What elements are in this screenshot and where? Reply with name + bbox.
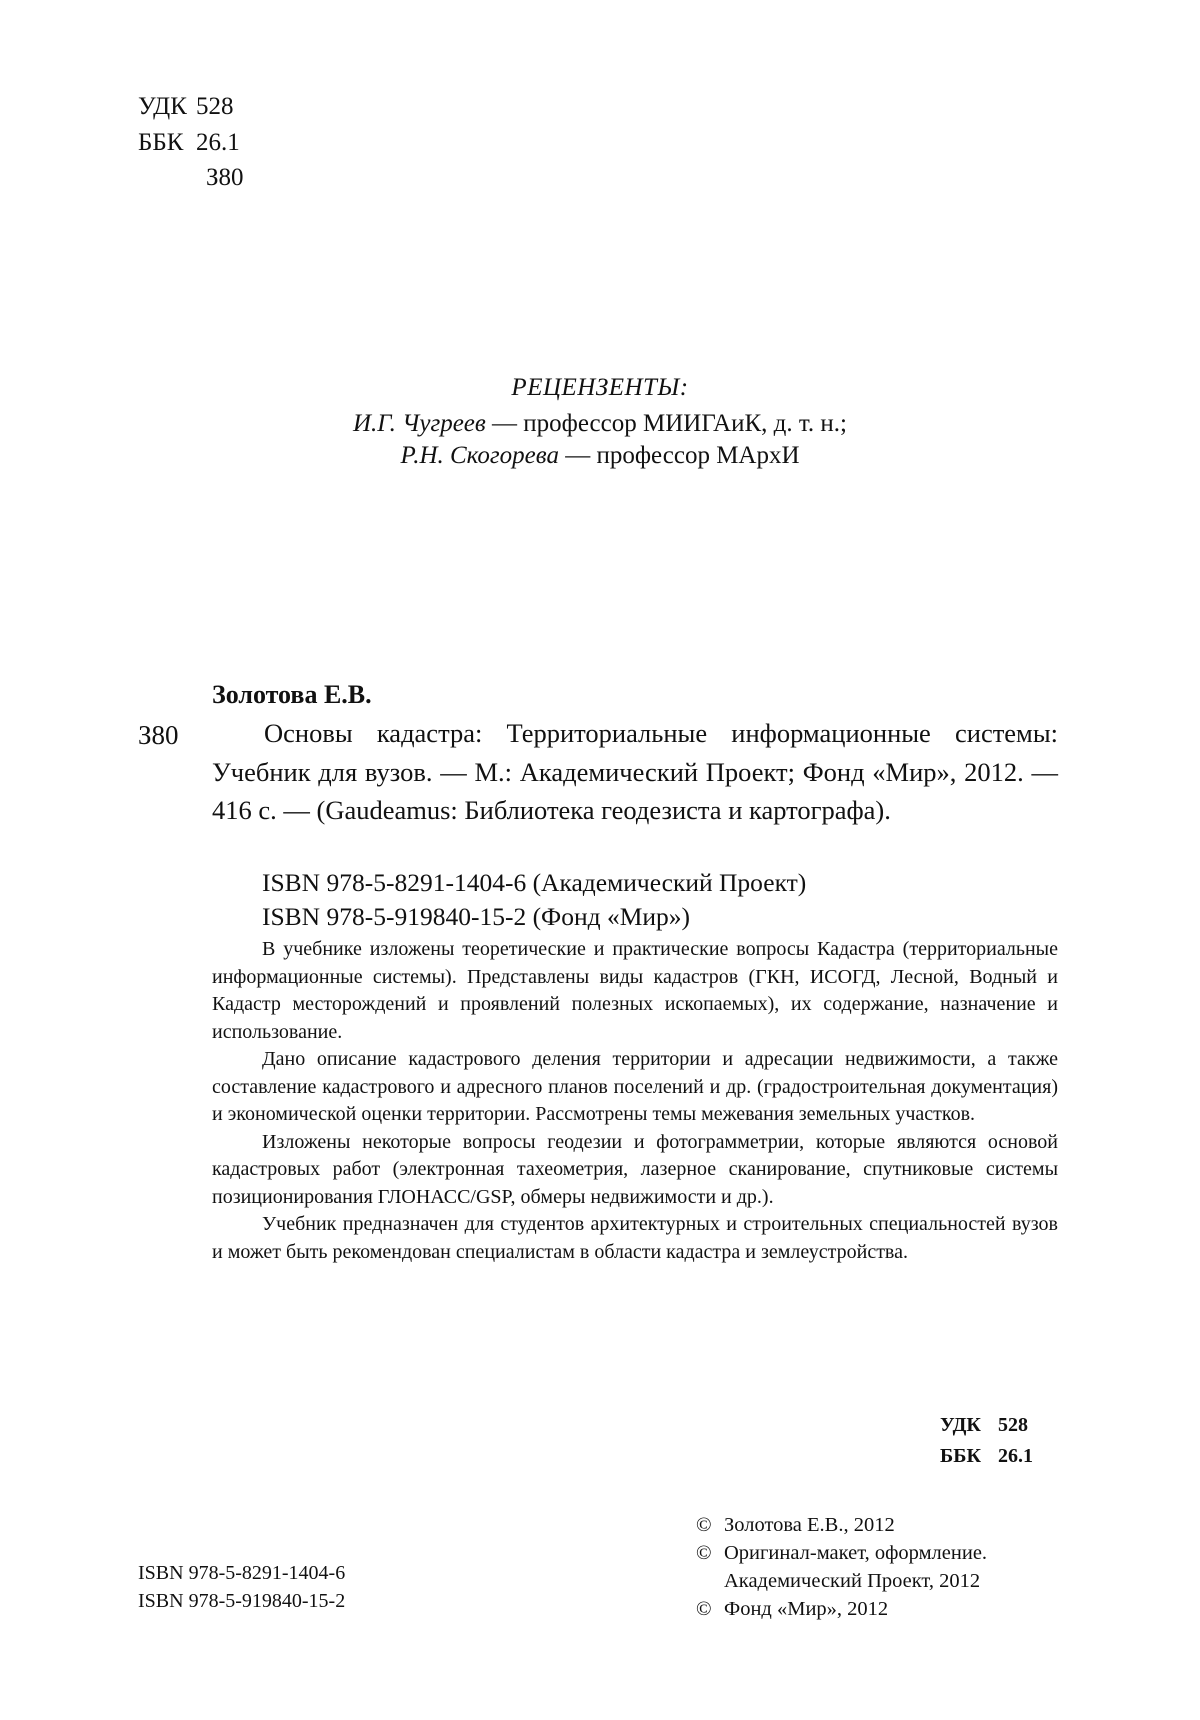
catalog-isbn-2: ISBN 978-5-919840-15-2 (Фонд «Мир») xyxy=(262,902,691,931)
reviewer-role: — профессор МАрхИ xyxy=(558,442,800,469)
copyright-text: Фонд «Мир», 2012 xyxy=(724,1598,889,1620)
bbk-label: ББК xyxy=(138,129,184,156)
bbk-label: ББК xyxy=(940,1445,981,1467)
author-mark-top: З80 xyxy=(206,164,244,191)
abstract-paragraph: Учебник предназначен для студентов архитектурных и строительных специальностей вузов и может быть рекомендован специалистам в области кадастра и землеустройства. xyxy=(212,1213,1058,1263)
reviewer-role: — профессор МИИГАиК, д. т. н.; xyxy=(485,410,848,437)
copyright-line xyxy=(696,1542,987,1565)
copyright-line xyxy=(696,1598,888,1621)
bbk-code-bottom xyxy=(940,1445,1033,1468)
catalog-description: Основы кадастра: Территориальные информационные системы: Учебник для вузов. — М.: Академический Проект; Фонд «Мир», 2012. — 416 с. — (Gaudeamus: Библиотека геодезиста и картографа). xyxy=(212,718,1058,825)
udk-value: 528 xyxy=(196,93,234,120)
abstract-paragraph: В учебнике изложены теоретические и практические вопросы Кадастра (территориальные информационные системы). Представлены виды кадастров (ГКН, ИСОГД, Лесной, Водный и Кадастр месторождений и проявлений полезных ископаемых), их содержание, назначение и использование. xyxy=(212,938,1058,1043)
catalog-author: Золотова Е.В. xyxy=(212,680,372,709)
udk-value: 528 xyxy=(998,1414,1028,1436)
copyright-text: Золотова Е.В., 2012 xyxy=(724,1514,895,1536)
catalog-isbn-1: ISBN 978-5-8291-1404-6 (Академический Проект) xyxy=(262,868,807,897)
udk-label: УДК xyxy=(940,1414,981,1436)
udk-code-bottom xyxy=(940,1414,1028,1437)
abstract xyxy=(212,936,1058,1266)
copyright-line xyxy=(696,1514,895,1537)
copyright-icon: © xyxy=(696,1514,712,1536)
reviewer-line xyxy=(0,442,1200,470)
reviewer-line xyxy=(0,410,1200,438)
catalog-code: З80 xyxy=(138,720,179,750)
abstract-paragraph: Дано описание кадастрового деления территории и адресации недвижимости, а также составление кадастрового и адресного планов поселений и др. (градостроительная документация) и экономической оценки территории. Рассмотрены темы межевания земельных участков. xyxy=(212,1048,1058,1125)
bbk-value: 26.1 xyxy=(196,129,240,156)
copyright-icon: © xyxy=(696,1598,712,1620)
bottom-isbn-1: ISBN 978-5-8291-1404-6 xyxy=(138,1562,346,1584)
reviewer-name: И.Г. Чугреев xyxy=(352,410,486,437)
copyright-icon: © xyxy=(696,1542,712,1564)
abstract-paragraph: Изложены некоторые вопросы геодезии и фотограмметрии, которые являются основой кадастровых работ (электронная тахеометрия, лазерное сканирование, спутниковые системы позиционирования ГЛОНАСС/GSP, обмеры недвижимости и др.). xyxy=(212,1130,1058,1208)
bottom-isbn-2: ISBN 978-5-919840-15-2 xyxy=(138,1590,346,1612)
reviewer-name: Р.Н. Скогорева xyxy=(400,442,559,469)
bbk-value: 26.1 xyxy=(998,1445,1033,1467)
copyright-text: Оригинал-макет, оформление. xyxy=(724,1542,988,1564)
udk-label: УДК xyxy=(138,93,187,120)
reviewers-title: РЕЦЕНЗЕНТЫ: xyxy=(511,374,689,401)
bbk-code-top xyxy=(138,128,240,158)
copyright-text: Академический Проект, 2012 xyxy=(724,1570,981,1592)
udk-code-top xyxy=(138,92,234,122)
